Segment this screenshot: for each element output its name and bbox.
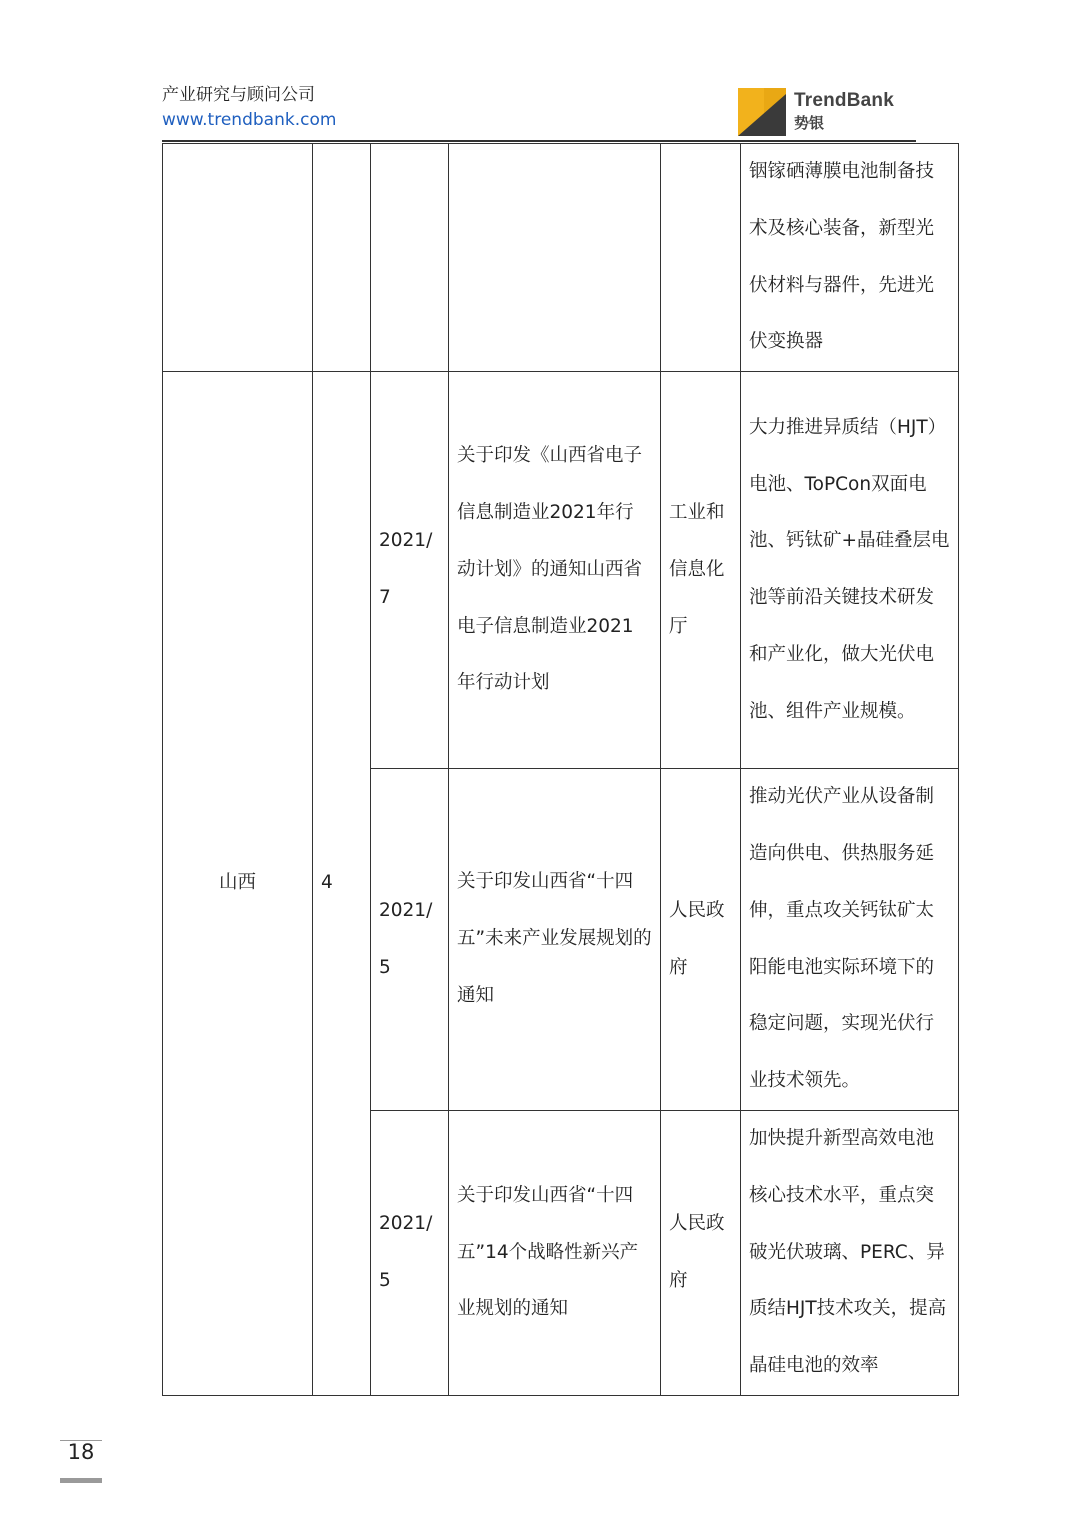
content-cell: 铟镓硒薄膜电池制备技术及核心装备，新型光伏材料与器件，先进光伏变换器 <box>741 144 959 372</box>
policy-table <box>162 143 959 1396</box>
region-cell: 山西 <box>163 372 313 1396</box>
logo-name: TrendBank <box>794 90 894 111</box>
date-cell: 2021/5 <box>371 769 449 1111</box>
trendbank-logo-mark-icon <box>738 88 786 136</box>
department-cell: 工业和信息化厅 <box>661 372 741 769</box>
table-row <box>163 372 959 769</box>
policy-title-cell: 关于印发山西省“十四五”未来产业发展规划的通知 <box>449 769 661 1111</box>
page-number-bar <box>60 1478 102 1483</box>
logo-subname: 势银 <box>794 114 825 132</box>
date-cell: 2021/5 <box>371 1110 449 1395</box>
policy-title-cell <box>449 144 661 372</box>
count-cell <box>313 144 371 372</box>
date-cell: 2021/7 <box>371 372 449 769</box>
page-number: 18 <box>67 1440 95 1464</box>
policy-title-cell: 关于印发山西省“十四五”14个战略性新兴产业规划的通知 <box>449 1110 661 1395</box>
trendbank-logo <box>738 88 918 136</box>
count-cell: 4 <box>313 372 371 1396</box>
table-row <box>163 144 959 372</box>
company-url-link[interactable]: www.trendbank.com <box>162 110 337 130</box>
content-cell: 大力推进异质结（HJT）电池、ToPCon双面电池、钙钛矿+晶硅叠层电池等前沿关键技术研发和产业化，做大光伏电池、组件产业规模。 <box>741 372 959 769</box>
region-cell <box>163 144 313 372</box>
header-divider <box>162 140 916 142</box>
department-cell <box>661 144 741 372</box>
policy-title-cell: 关于印发《山西省电子信息制造业2021年行动计划》的通知山西省电子信息制造业2021年行动计划 <box>449 372 661 769</box>
content-cell: 加快提升新型高效电池核心技术水平，重点突破光伏玻璃、PERC、异质结HJT技术攻关，提高晶硅电池的效率 <box>741 1110 959 1395</box>
date-cell <box>371 144 449 372</box>
department-cell: 人民政府 <box>661 769 741 1111</box>
company-tagline: 产业研究与顾问公司 <box>162 85 315 105</box>
department-cell: 人民政府 <box>661 1110 741 1395</box>
content-cell: 推动光伏产业从设备制造向供电、供热服务延伸，重点攻关钙钛矿太阳能电池实际环境下的稳定问题，实现光伏行业技术领先。 <box>741 769 959 1111</box>
